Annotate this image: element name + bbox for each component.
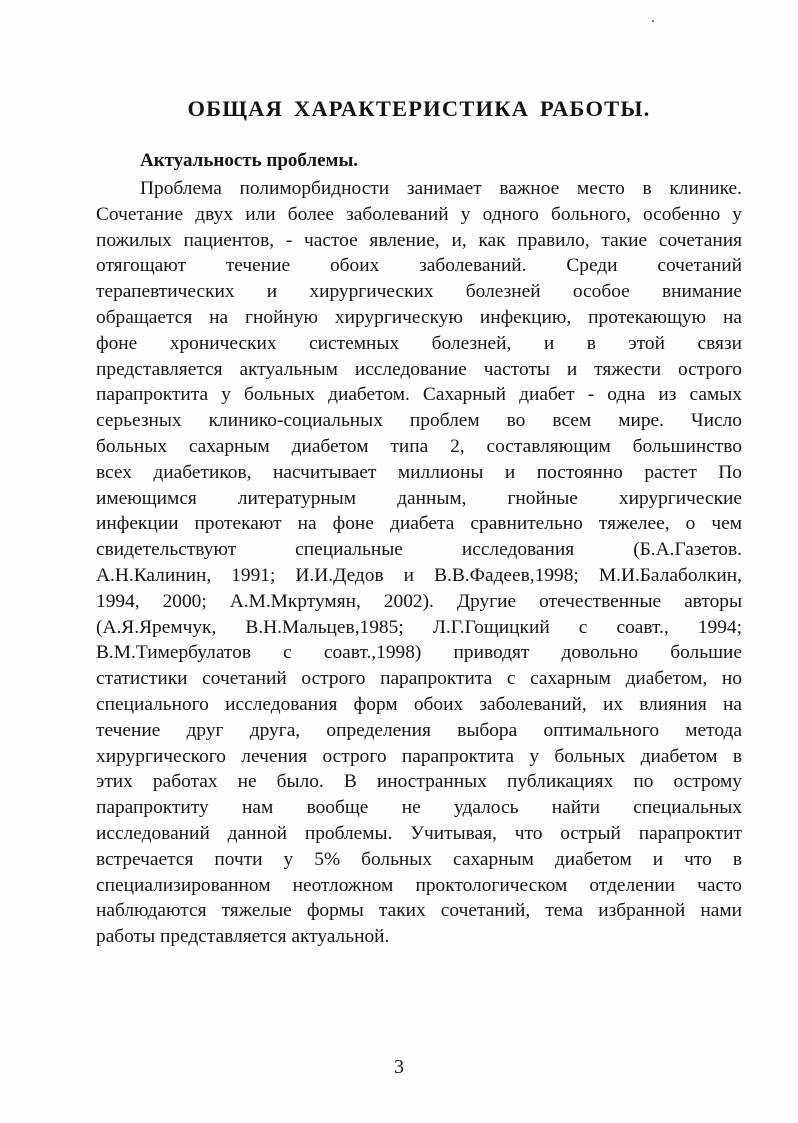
body-line: специализированном неотложном проктологическом отделении часто (96, 874, 742, 896)
body-line: больных сахарным диабетом типа 2, составляющим большинство (96, 435, 742, 457)
body-line: Сочетание двух или более заболеваний у одного больного, особенно у (96, 203, 742, 225)
body-line: имеющимся литературным данным, гнойные хирургические (96, 487, 742, 509)
body-line: хирургического лечения острого парапроктита у больных диабетом в (96, 745, 742, 767)
body-line: течение друг друга, определения выбора оптимального метода (96, 719, 742, 741)
page-number: 3 (394, 1056, 404, 1078)
body-line: обращается на гнойную хирургическую инфекцию, протекающую на (96, 306, 742, 328)
body-line: серьезных клинико-социальных проблем во всем мире. Число (96, 410, 742, 432)
body-line: фоне хронических системных болезней, и в этой связи (96, 332, 742, 354)
body-line: отягощают течение обоих заболеваний. Среди сочетаний (96, 255, 742, 277)
body-line: этих работах не было. В иностранных публикациях по острому (96, 771, 742, 793)
body-line: Проблема полиморбидности занимает важное место в клинике. (140, 178, 742, 199)
body-line: представляется актуальным исследование частоты и тяжести острого (96, 358, 742, 380)
body-line: (А.Я.Яремчук, В.Н.Мальцев,1985; Л.Г.Гощицкий с соавт., 1994; (96, 616, 742, 638)
page-title: ОБЩАЯ ХАРАКТЕРИСТИКА РАБОТЫ. (187, 96, 651, 121)
body-line: пожилых пациентов, - частое явление, и, как правило, такие сочетания (96, 229, 742, 251)
body-line: специального исследования форм обоих заболеваний, их влияния на (96, 693, 742, 715)
body-line: парапроктита у больных диабетом. Сахарный диабет - одна из самых (96, 384, 742, 406)
section-body (96, 176, 742, 950)
body-line: А.Н.Калинин, 1991; И.И.Дедов и В.В.Фадеев,1998; М.И.Балаболкин, (96, 564, 742, 586)
body-line: статистики сочетаний острого парапроктита с сахарным диабетом, но (96, 668, 742, 690)
body-line: инфекции протекают на фоне диабета сравнительно тяжелее, о чем (96, 513, 742, 535)
body-line: всех диабетиков, насчитывает миллионы и постоянно растет По (96, 461, 742, 483)
body-line: 1994, 2000; А.М.Мкртумян, 2002). Другие отечественные авторы (96, 590, 742, 612)
body-line: В.М.Тимербулатов с соавт.,1998) приводят довольно большие (96, 642, 742, 664)
body-line: встречается почти у 5% больных сахарным диабетом и что в (96, 848, 742, 870)
body-line: наблюдаются тяжелые формы таких сочетаний, тема избранной нами (96, 900, 742, 922)
body-line: исследований данной проблемы. Учитывая, что острый парапроктит (96, 822, 742, 844)
body-line: парапроктиту нам вообще не удалось найти специальных (96, 797, 742, 819)
section-heading: Актуальность проблемы. (140, 150, 359, 171)
body-line: работы представляется актуальной. (96, 926, 390, 948)
body-line: свидетельствуют специальные исследования (Б.А.Газетов. (96, 539, 742, 561)
body-line: терапевтических и хирургических болезней особое внимание (96, 281, 742, 303)
scan-speck (652, 20, 654, 22)
